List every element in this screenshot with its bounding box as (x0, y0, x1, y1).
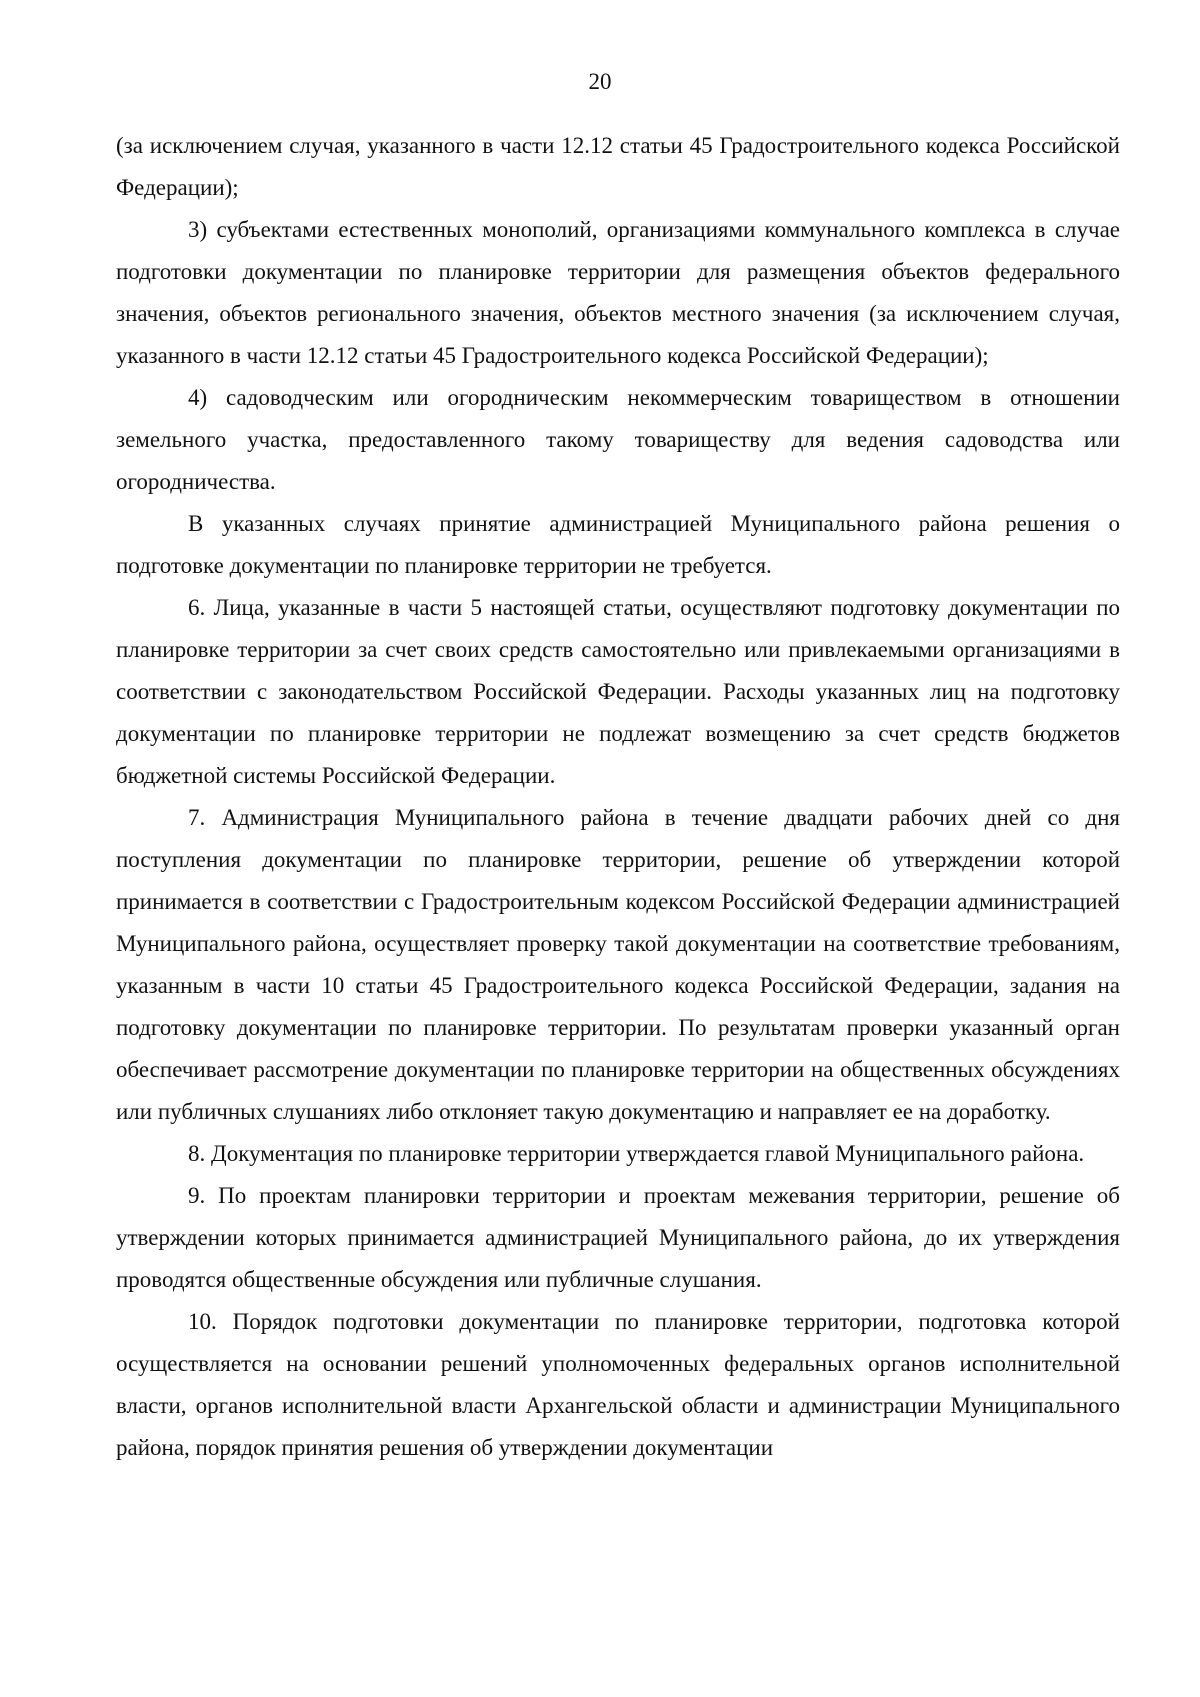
paragraph: 4) садоводческим или огородническим некоммерческим товариществом в отношении земельного участка, предоставленного такому товариществу для ведения садоводства или огородничества. (116, 385, 1120, 494)
paragraph: 7. Администрация Муниципального района в течение двадцати рабочих дней со дня поступления документации по планировке территории, решение об утверждении которой принимается в соответствии с Градостроительным кодексом Российской Федерации администрацией Муниципального района, осуществляет проверку такой документации на соответствие требованиям, указанным в части 10 статьи 45 Градостроительного кодекса Российской Федерации, задания на подготовку документации по планировке территории. По результатам проверки указанный орган обеспечивает рассмотрение документации по планировке территории на общественных обсуждениях или публичных слушаниях либо отклоняет такую документацию и направляет ее на доработку. (116, 805, 1120, 1124)
paragraph: 8. Документация по планировке территории утверждается главой Муниципального района. (188, 1141, 1085, 1166)
document-body (116, 125, 1120, 1469)
paragraph: 3) субъектами естественных монополий, организациями коммунального комплекса в случае подготовки документации по планировке территории для размещения объектов федерального значения, объектов регионального значения, объектов местного значения (за исключением случая, указанного в части 12.12 статьи 45 Градостроительного кодекса Российской Федерации); (116, 217, 1120, 368)
paragraph: 10. Порядок подготовки документации по планировке территории, подготовка которой осуществляется на основании решений уполномоченных федеральных органов исполнительной власти, органов исполнительной власти Архангельской области и администрации Муниципального района, порядок принятия решения об утверждении документации (116, 1309, 1120, 1460)
paragraph: 6. Лица, указанные в части 5 настоящей статьи, осуществляют подготовку документации по планировке территории за счет своих средств самостоятельно или привлекаемыми организациями в соответствии с законодательством Российской Федерации. Расходы указанных лиц на подготовку документации по планировке территории не подлежат возмещению за счет средств бюджетов бюджетной системы Российской Федерации. (116, 595, 1120, 788)
page-number: 20 (588, 69, 612, 94)
paragraph: (за исключением случая, указанного в части 12.12 статьи 45 Градостроительного кодекса Российской Федерации); (116, 133, 1120, 200)
paragraph: В указанных случаях принятие администрацией Муниципального района решения о подготовке документации по планировке территории не требуется. (116, 511, 1120, 578)
paragraph: 9. По проектам планировки территории и проектам межевания территории, решение об утверждении которых принимается администрацией Муниципального района, до их утверждения проводятся общественные обсуждения или публичные слушания. (116, 1183, 1120, 1292)
